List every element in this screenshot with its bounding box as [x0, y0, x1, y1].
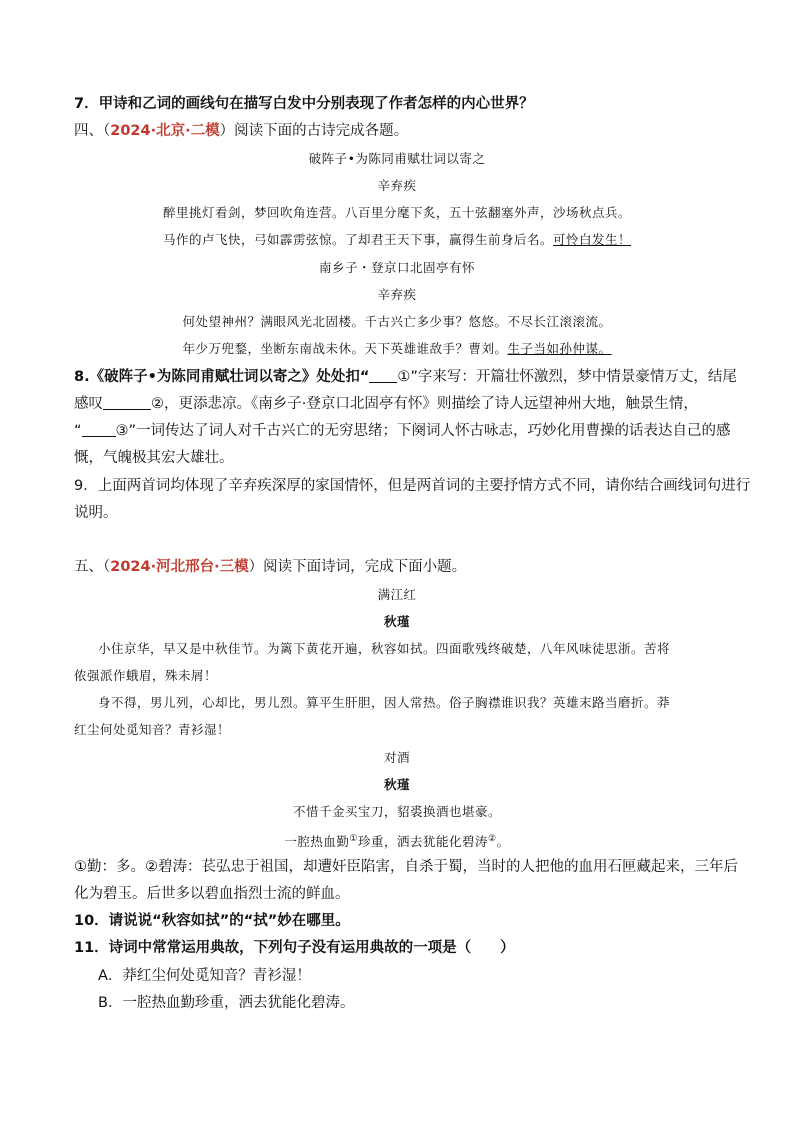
poem-author: 辛弃疾: [377, 287, 417, 302]
option-b: B．一腔热血勤珍重，洒去犹能化碧涛。: [98, 995, 355, 1011]
footnote-marker: ②: [488, 834, 497, 844]
poem-text: 年少万兜鍪，坐断东南战未休。天下英雄谁敌手？曹刘。: [182, 341, 508, 356]
fill-blank: [369, 368, 397, 383]
fill-blank: [82, 422, 116, 437]
question-8-cont: 慨，气魄极其宏大雄壮。: [74, 450, 234, 466]
question-8-cont: [74, 421, 731, 441]
underlined-line: 可怜白发生！: [553, 232, 632, 247]
question-text: ”一词传达了词人对千古兴亡的无穷思绪；下阕词人怀古咏志，巧妙化用曹操的话表达自己的感: [128, 423, 731, 439]
blank-marker: ③: [115, 423, 129, 439]
poem-line: 不惜千金买宝刀，貂裘换酒也堪豪。: [292, 804, 501, 819]
section-4-heading: [74, 121, 724, 141]
source-tag: 2024·河北邢台·三模: [110, 559, 249, 575]
question-8: [74, 367, 737, 387]
question-text: 感叹: [74, 396, 103, 412]
poem-title: 对酒: [383, 750, 410, 765]
question-8-cont: [74, 394, 724, 414]
question-text: ”字来写：开篇壮怀激烈，梦中情景豪情万丈，结尾: [410, 369, 737, 385]
poem-line: 小住京华，早又是中秋佳节。为篱下黄花开遍，秋容如拭。四面歌残终破楚，八年风味徒思浙。苦将: [98, 641, 671, 656]
poem-author: 秋瑾: [383, 777, 410, 792]
poem-line: 红尘何处觅知音？青衫湿！: [74, 722, 231, 737]
section-instruction: ）阅读下面诗词，完成下面小题。: [248, 559, 467, 575]
underlined-line: 生子当如孙仲谋。: [507, 341, 612, 356]
section-5-heading: [74, 557, 724, 577]
question-9: 9．上面两首词均体现了辛弃疾深厚的家国情怀，但是两首词的主要抒情方式不同，请你结合画线词句进行: [74, 478, 751, 494]
poem-text: 一腔热血勤: [284, 834, 350, 850]
section-prefix: 四、（: [74, 123, 111, 139]
question-7: 7．甲诗和乙词的画线句在描写白发中分别表现了作者怎样的内心世界？: [74, 96, 534, 112]
poem-line: 何处望神州？满眼风光北固楼。千古兴亡多少事？悠悠。不尽长江滚滚流。: [182, 314, 612, 329]
question-text: “: [74, 423, 82, 439]
poem-title: 满江红: [377, 587, 417, 602]
poem-line: [0, 829, 794, 852]
fill-blank: [103, 395, 151, 410]
poem-author: 辛弃疾: [377, 178, 417, 193]
blank-marker: ①: [397, 369, 411, 385]
question-text: ，更添悲凉。《南乡子·登京口北固亭有怀》则描绘了诗人远望神州大地，触景生情，: [164, 396, 698, 412]
question-11: 11．诗词中常常运用典故，下列句子没有运用典故的一项是（ ）: [74, 940, 515, 956]
section-instruction: ）阅读下面的古诗完成各题。: [219, 123, 409, 139]
footnote-marker: ①: [349, 834, 358, 844]
poem-line: 醉里挑灯看剑，梦回吹角连营。八百里分麾下炙，五十弦翻塞外声，沙场秋点兵。: [162, 205, 631, 220]
poem-title: 破阵子•为陈同甫赋壮词以寄之: [308, 151, 486, 166]
question-10: 10．请说说“秋容如拭”的“拭”妙在哪里。: [74, 913, 350, 929]
poem-line: [0, 339, 794, 359]
blank-marker: ②: [151, 396, 164, 412]
option-a: A．莽红尘何处觅知音？青衫湿！: [98, 968, 311, 984]
poem-text: 马作的卢飞快，弓如霹雳弦惊。了却君王天下事，赢得生前身后名。: [162, 232, 553, 247]
poem-author: 秋瑾: [383, 614, 410, 629]
question-text: 8.《破阵子•为陈同甫赋壮词以寄之》处处扣“: [74, 369, 370, 385]
poem-line: [0, 230, 794, 250]
poem-text: 珍重，洒去犹能化碧涛: [357, 834, 488, 850]
question-9-cont: 说明。: [74, 505, 118, 521]
section-prefix: 五、（: [74, 559, 111, 575]
footnotes-cont: 化为碧玉。后世多以碧血指烈士流的鲜血。: [74, 886, 350, 902]
poem-text: 。: [496, 834, 510, 850]
poem-title: 南乡子・登京口北固亭有怀: [318, 260, 475, 275]
footnotes: ①勤：多。②碧涛：苌弘忠于祖国，却遭奸臣陷害，自杀于蜀，当时的人把他的血用石匣藏起来，三年后: [74, 859, 738, 875]
poem-line: 身不得，男儿列，心却比，男儿烈。算平生肝胆，因人常热。俗子胸襟谁识我？英雄末路当磨折。莽: [98, 695, 671, 710]
poem-line: 侬强派作蛾眉，殊未屑！: [74, 668, 218, 683]
source-tag: 2024·北京·二模: [110, 123, 220, 139]
